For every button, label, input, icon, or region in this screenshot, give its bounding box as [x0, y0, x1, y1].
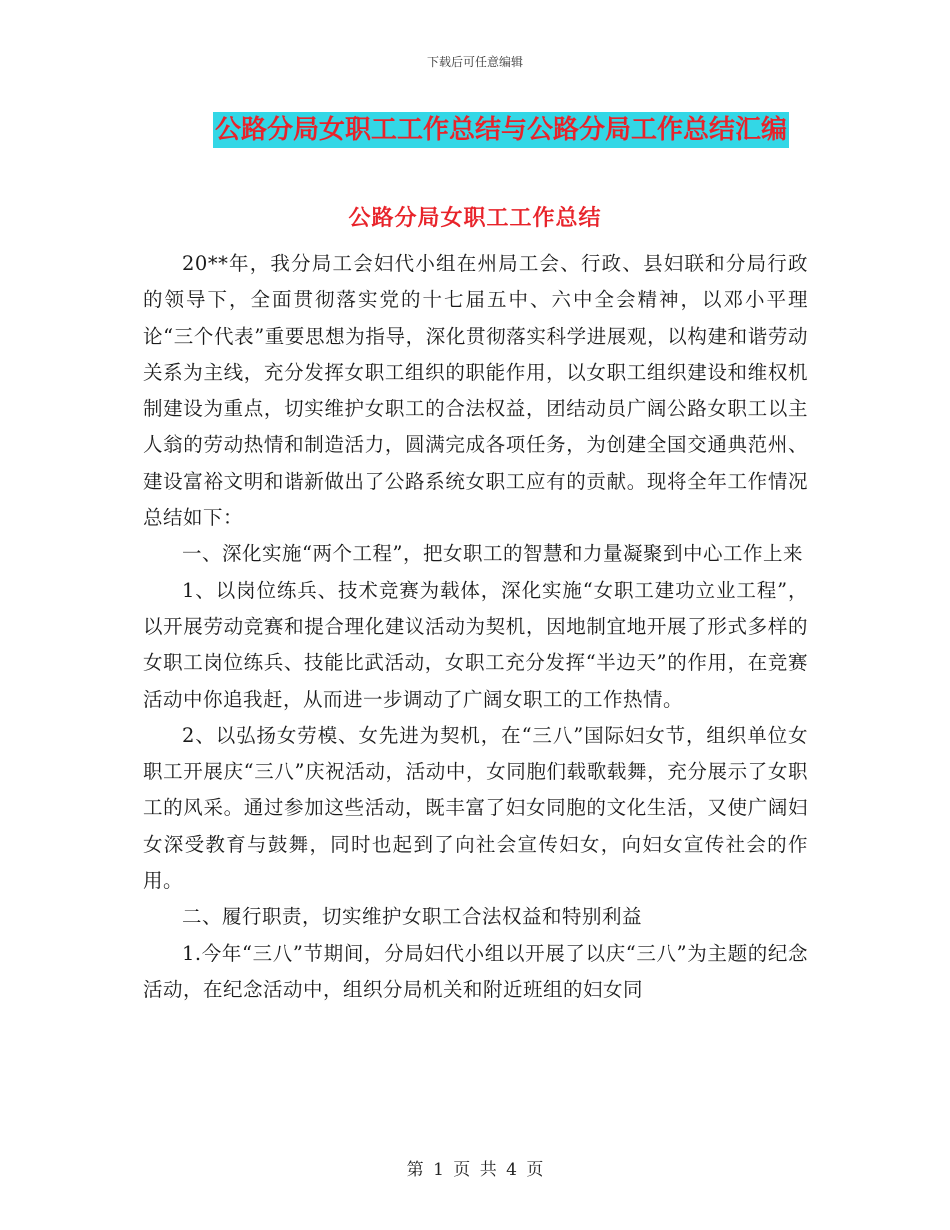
paragraph: 一、深化实施“两个工程”，把女职工的智慧和力量凝聚到中心工作上来: [182, 542, 803, 566]
paragraph: 1.今年“三八”节期间，分局妇代小组以开展了以庆“三八”为主题的纪念活动，在纪念活动中，组织分局机关和附近班组的妇女同: [143, 941, 808, 1001]
paragraph: 2、以弘扬女劳模、女先进为契机，在“三八”国际妇女节，组织单位女职工开展庆“三八”庆祝活动，活动中，女同胞们载歌载舞，充分展示了女职工的风采。通过参加这些活动，既丰富了妇女同胞的文化生活，又使广阔妇女深受教育与鼓舞，同时也起到了向社会宣传妇女，向妇女宣传社会的作用。: [143, 723, 808, 893]
paragraph: 1、以岗位练兵、技术竞赛为载体，深化实施“女职工建功立业工程”，以开展劳动竞赛和提合理化建议活动为契机，因地制宜地开展了形式多样的女职工岗位练兵、技能比武活动，女职工充分发挥“半边天”的作用，在竞赛活动中你追我赶，从而进一步调动了广阔女职工的工作热情。: [143, 578, 808, 711]
document-main-title: 公路分局女职工工作总结与公路分局工作总结汇编: [213, 112, 789, 148]
paragraph: 二、履行职责，切实维护女职工合法权益和特别利益: [182, 905, 643, 929]
page-number-footer: 第 1 页 共 4 页: [406, 1160, 544, 1180]
document-section-title: 公路分局女职工工作总结: [348, 206, 602, 231]
document-body: [143, 246, 808, 1008]
page-header-note: 下载后可任意编辑: [426, 55, 523, 69]
paragraph: 20**年，我分局工会妇代小组在州局工会、行政、县妇联和分局行政的领导下，全面贯彻落实党的十七届五中、六中全会精神，以邓小平理论“三个代表”重要思想为指导，深化贯彻落实科学进展观，以构建和谐劳动关系为主线，充分发挥女职工组织的职能作用，以女职工组织建设和维权机制建设为重点，切实维护女职工的合法权益，团结动员广阔公路女职工以主人翁的劳动热情和制造活力，圆满完成各项任务，为创建全国交通典范州、建设富裕文明和谐新做出了公路系统女职工应有的贡献。现将全年工作情况总结如下：: [143, 252, 808, 530]
main-title-container: [0, 112, 950, 148]
